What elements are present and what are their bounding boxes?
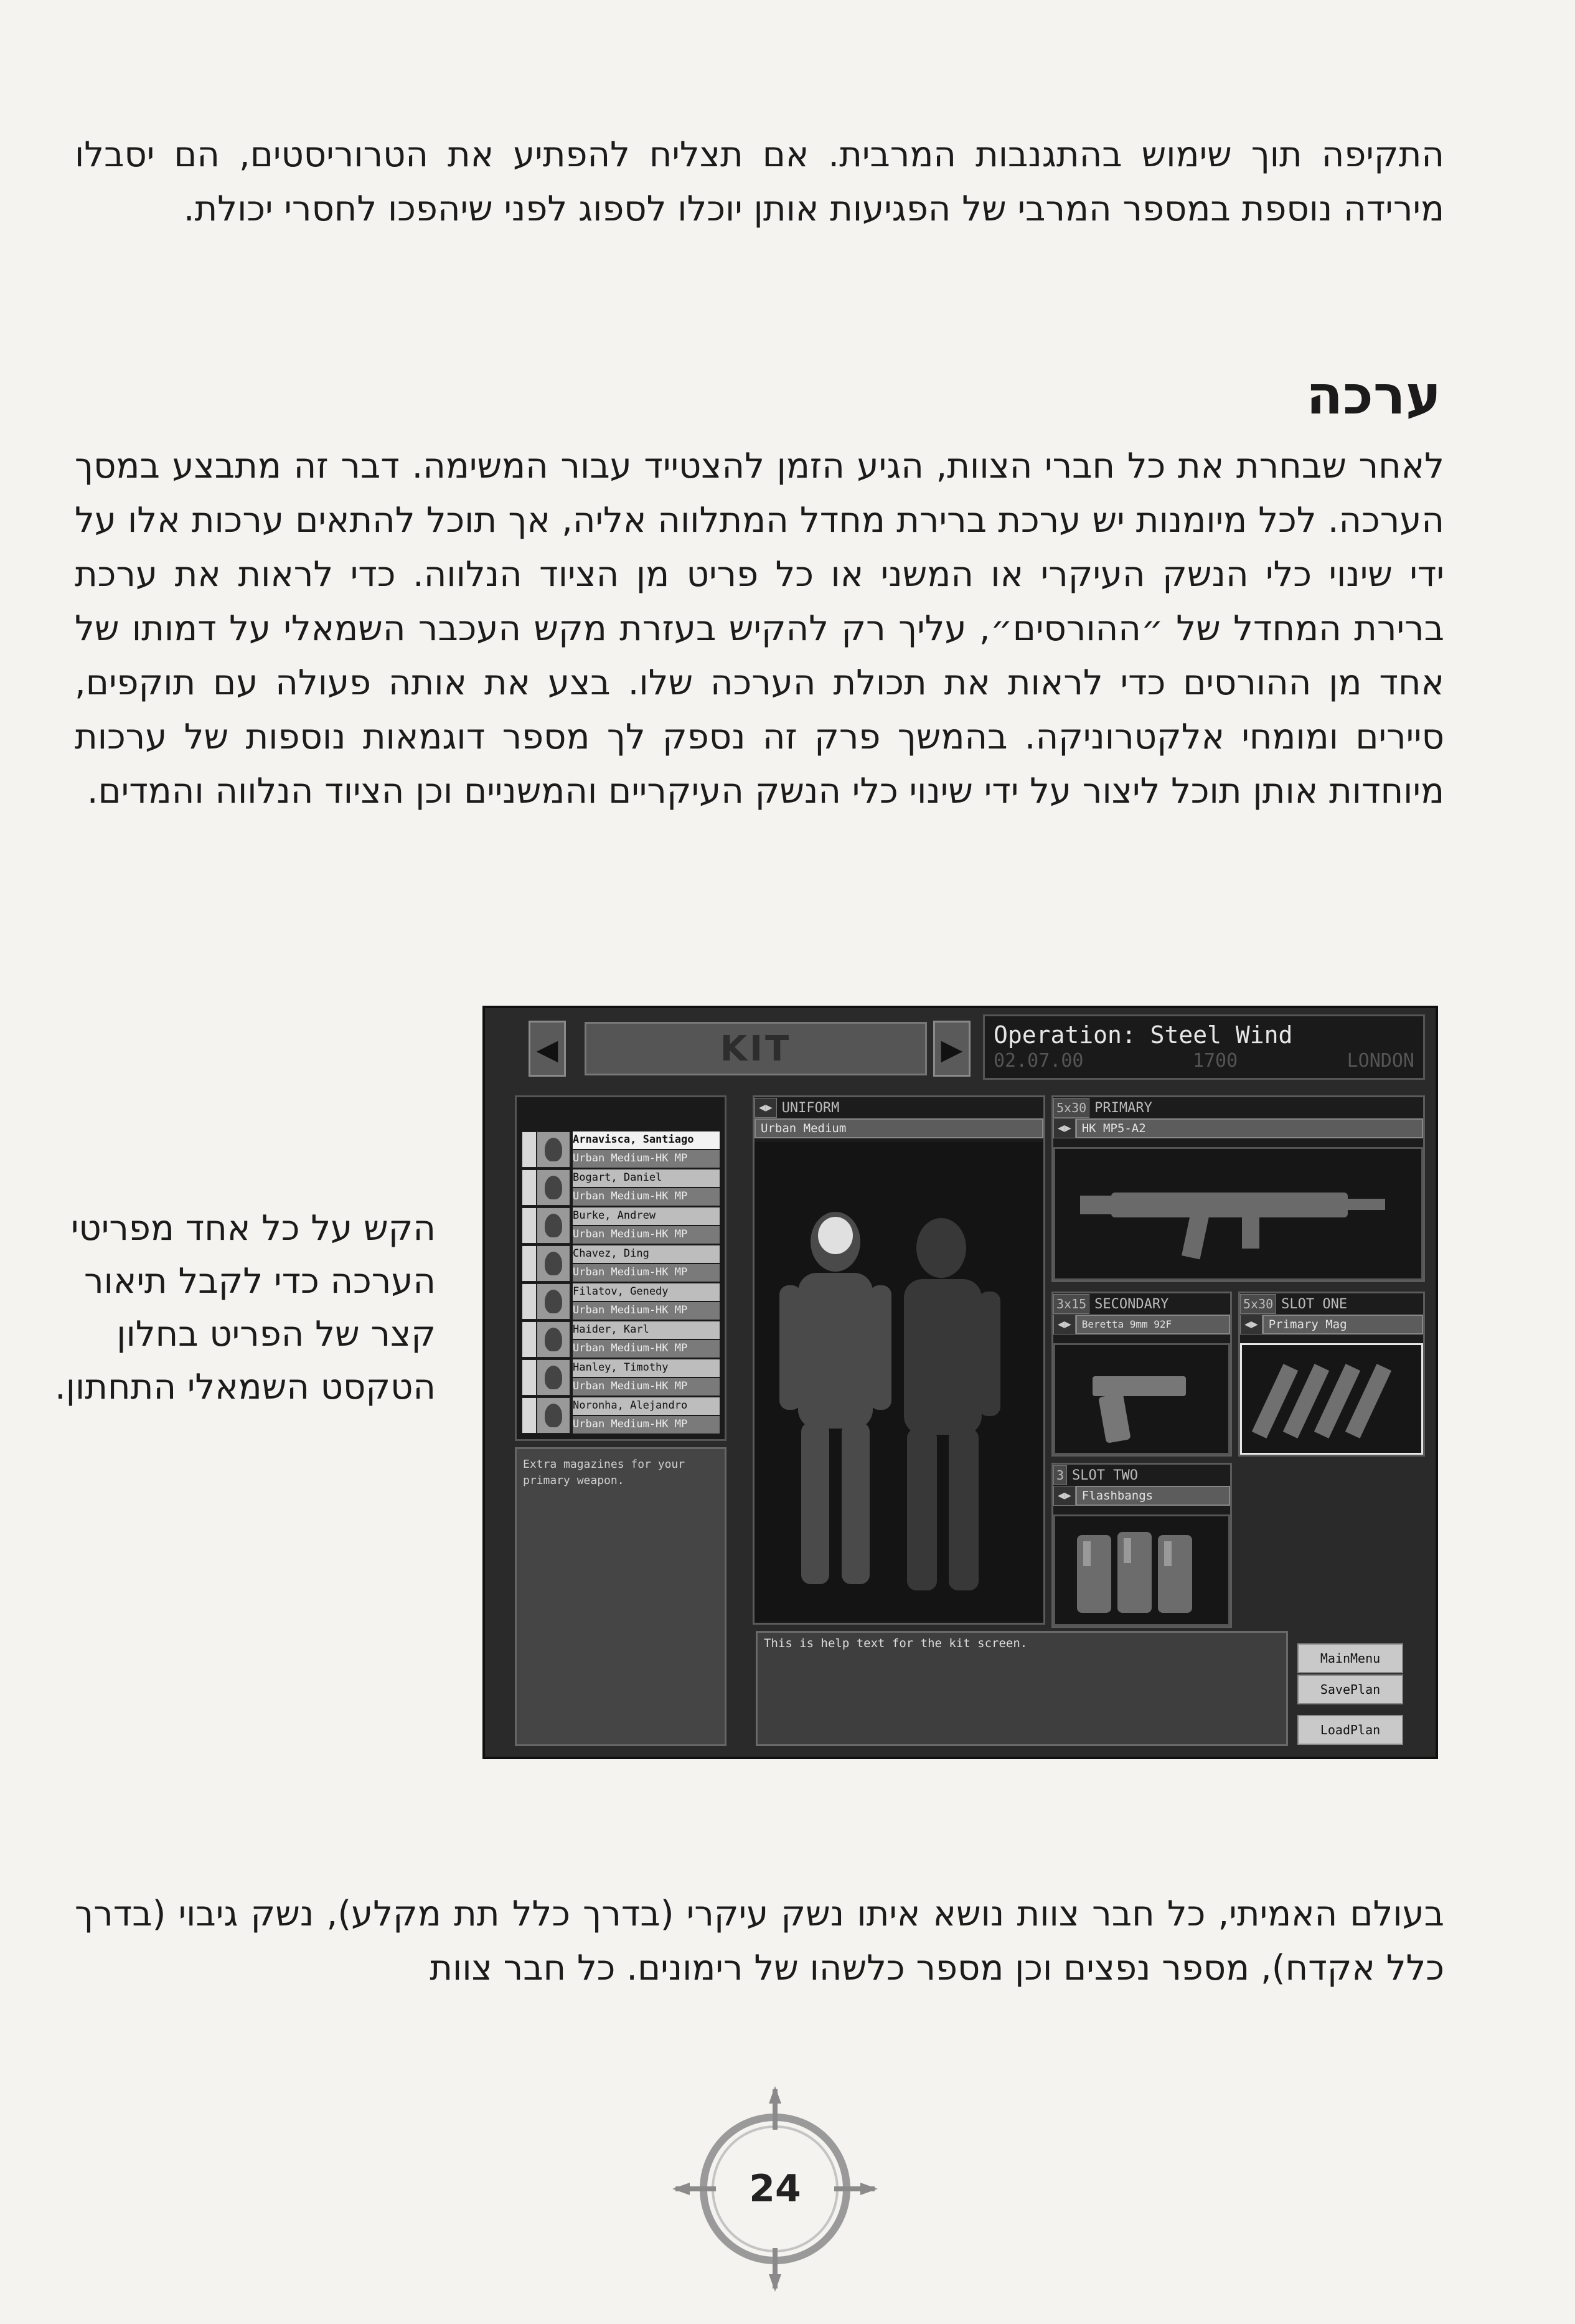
- roster-row[interactable]: [522, 1321, 720, 1359]
- primary-weapon-panel: [1051, 1095, 1425, 1282]
- main-paragraph: לאחר שבחרת את כל חברי הצוות, הגיע הזמן להצטייד עבור המשימה. דבר זה מתבצע במסך הערכה. לכל מיומנות יש ערכת ברירת מחדל המתלווה אליה, אך תוכל להתאים ערכות אלו על ידי שינוי כלי הנשק העיקרי או המשני או כל פריט מן הציוד הנלווה. כדי לראות את ערכת ברירת המחדל של ״ההורסים״, עליך רק להקיש בעזרת מקש העכבר השמאלי על דמותו של אחד מן ההורסים כדי לראות את תכולת הערכה שלו. בצע את אותה פעולה עם תוקפים, סיירים ומומחי אלקטרוניקה. בהמשך פרק זה נספק לך מספר דוגמאות נוספות של ערכות מיוחדות אותן תוכל ליצור על ידי שינוי כלי הנשק העיקריים והמשניים וכן הציוד הנלווה והמדים.: [75, 446, 1444, 811]
- help-text-box: This is help text for the kit screen.: [756, 1631, 1288, 1746]
- slot-one-cycle-arrows-icon[interactable]: ◀▶: [1240, 1315, 1262, 1334]
- operative-kit: Urban Medium-HK MP: [573, 1264, 720, 1282]
- page-number: 24: [749, 2167, 801, 2211]
- pistol-weapon-icon[interactable]: [1053, 1343, 1230, 1455]
- roster-checkbox[interactable]: [522, 1321, 537, 1358]
- operation-title: Operation: Steel Wind: [994, 1021, 1293, 1049]
- load-plan-button[interactable]: LoadPlan: [1297, 1715, 1403, 1745]
- operative-kit: Urban Medium-HK MP: [573, 1302, 720, 1320]
- closing-paragraph: בעולם האמיתי, כל חבר צוות נושא איתו נשק עיקרי (בדרך כלל תת מקלע), נשק גיבוי (בדרך כלל אקדח), מספר נפצים וכן מספר כלשהו של רימונים. כל חבר צוות: [75, 1894, 1444, 1988]
- intro-paragraph: התקיפה תוך שימוש בהתגנבות המרבית. אם תצליח להפתיע את הטרוריסטים, הם יסבלו מירידה נוספת במספר המרבי של הפגיעות אותן יוכלו לספוג לפני שיהפכו לחסרי יכולת.: [75, 135, 1444, 229]
- slot-two-label: SLOT TWO: [1072, 1467, 1139, 1483]
- secondary-weapon-select[interactable]: Beretta 9mm 92F: [1076, 1315, 1230, 1334]
- operative-name: Haider, Karl: [573, 1321, 720, 1339]
- operation-details: [994, 1050, 1414, 1072]
- operation-date: 02.07.00: [994, 1050, 1084, 1072]
- prev-screen-arrow-icon[interactable]: ◀: [529, 1021, 566, 1077]
- roster-checkbox[interactable]: [522, 1169, 537, 1206]
- operative-portrait-icon: [537, 1131, 570, 1168]
- operative-kit: Urban Medium-HK MP: [573, 1378, 720, 1396]
- uniform-cycle-arrows-icon[interactable]: ◀▶: [755, 1098, 777, 1118]
- secondary-weapon-panel: [1051, 1292, 1232, 1457]
- roster-row[interactable]: [522, 1359, 720, 1397]
- operation-location: LONDON: [1347, 1050, 1414, 1072]
- slot-two-count: 3: [1053, 1465, 1067, 1485]
- operative-portrait-icon: [537, 1359, 570, 1396]
- slot-one-label: SLOT ONE: [1281, 1296, 1348, 1312]
- operative-name: Burke, Andrew: [573, 1207, 720, 1225]
- operative-kit: Urban Medium-HK MP: [573, 1416, 720, 1434]
- roster-checkbox[interactable]: [522, 1397, 537, 1434]
- operative-portrait-icon: [537, 1169, 570, 1206]
- roster-checkbox[interactable]: [522, 1359, 537, 1396]
- operative-name: Chavez, Ding: [573, 1245, 720, 1263]
- uniform-panel: [753, 1095, 1045, 1625]
- screen-title: KIT: [585, 1022, 927, 1075]
- operative-portrait-icon: [537, 1397, 570, 1434]
- operative-portrait-icon: [537, 1321, 570, 1358]
- team-roster: [515, 1095, 726, 1441]
- operative-kit: Urban Medium-HK MP: [573, 1188, 720, 1206]
- operative-kit: Urban Medium-HK MP: [573, 1226, 720, 1244]
- roster-row[interactable]: [522, 1283, 720, 1321]
- slot-two-cycle-arrows-icon[interactable]: ◀▶: [1053, 1486, 1076, 1506]
- roster-row[interactable]: [522, 1397, 720, 1435]
- primary-label: PRIMARY: [1094, 1100, 1152, 1116]
- operative-name: Bogart, Daniel: [573, 1169, 720, 1187]
- smg-weapon-icon[interactable]: [1053, 1147, 1423, 1280]
- roster-row[interactable]: [522, 1207, 720, 1245]
- screenshot-caption: הקש על כל אחד מפריטי הערכה כדי לקבל תיאור קצר של הפריט בחלון הטקסט השמאלי התחתון.: [54, 1208, 436, 1407]
- secondary-label: SECONDARY: [1094, 1296, 1169, 1312]
- next-screen-arrow-icon[interactable]: ▶: [933, 1021, 971, 1077]
- roster-checkbox[interactable]: [522, 1283, 537, 1320]
- operative-portrait-icon: [537, 1245, 570, 1282]
- slot-two-panel: [1051, 1463, 1232, 1628]
- uniform-select[interactable]: Urban Medium: [755, 1118, 1043, 1138]
- roster-checkbox[interactable]: [522, 1245, 537, 1282]
- operation-time: 1700: [1192, 1050, 1238, 1072]
- magazines-icon[interactable]: [1240, 1343, 1423, 1455]
- slot-one-panel: [1238, 1292, 1425, 1457]
- main-menu-button[interactable]: MainMenu: [1297, 1643, 1403, 1673]
- slot-one-count: 5x30: [1240, 1294, 1276, 1314]
- kit-screenshot: [482, 1006, 1438, 1759]
- flashbangs-icon[interactable]: [1053, 1514, 1230, 1626]
- secondary-ammo-count: 3x15: [1053, 1294, 1089, 1314]
- operative-kit: Urban Medium-HK MP: [573, 1150, 720, 1168]
- operative-portrait-icon: [537, 1207, 570, 1244]
- primary-cycle-arrows-icon[interactable]: ◀▶: [1053, 1118, 1076, 1138]
- operative-figures-image[interactable]: [755, 1142, 1043, 1622]
- slot-one-select[interactable]: Primary Mag: [1262, 1315, 1423, 1334]
- operative-portrait-icon: [537, 1283, 570, 1320]
- save-plan-button[interactable]: SavePlan: [1297, 1675, 1403, 1704]
- operative-name: Noronha, Alejandro: [573, 1397, 720, 1415]
- operative-kit: Urban Medium-HK MP: [573, 1340, 720, 1358]
- roster-checkbox[interactable]: [522, 1131, 537, 1168]
- primary-ammo-count: 5x30: [1053, 1098, 1089, 1118]
- roster-row[interactable]: [522, 1245, 720, 1283]
- section-heading: ערכה: [1306, 364, 1441, 427]
- operation-panel: [983, 1014, 1425, 1080]
- operative-name: Hanley, Timothy: [573, 1359, 720, 1377]
- secondary-cycle-arrows-icon[interactable]: ◀▶: [1053, 1315, 1076, 1334]
- operative-name: Filatov, Genedy: [573, 1283, 720, 1301]
- roster-row[interactable]: [522, 1131, 720, 1169]
- roster-checkbox[interactable]: [522, 1207, 537, 1244]
- uniform-label: UNIFORM: [781, 1100, 840, 1116]
- item-description-box: Extra magazines for your primary weapon.: [515, 1447, 726, 1746]
- slot-two-select[interactable]: Flashbangs: [1076, 1486, 1230, 1506]
- roster-row[interactable]: [522, 1169, 720, 1207]
- operative-name: Arnavisca, Santiago: [573, 1131, 720, 1149]
- primary-weapon-select[interactable]: HK MP5-A2: [1076, 1118, 1423, 1138]
